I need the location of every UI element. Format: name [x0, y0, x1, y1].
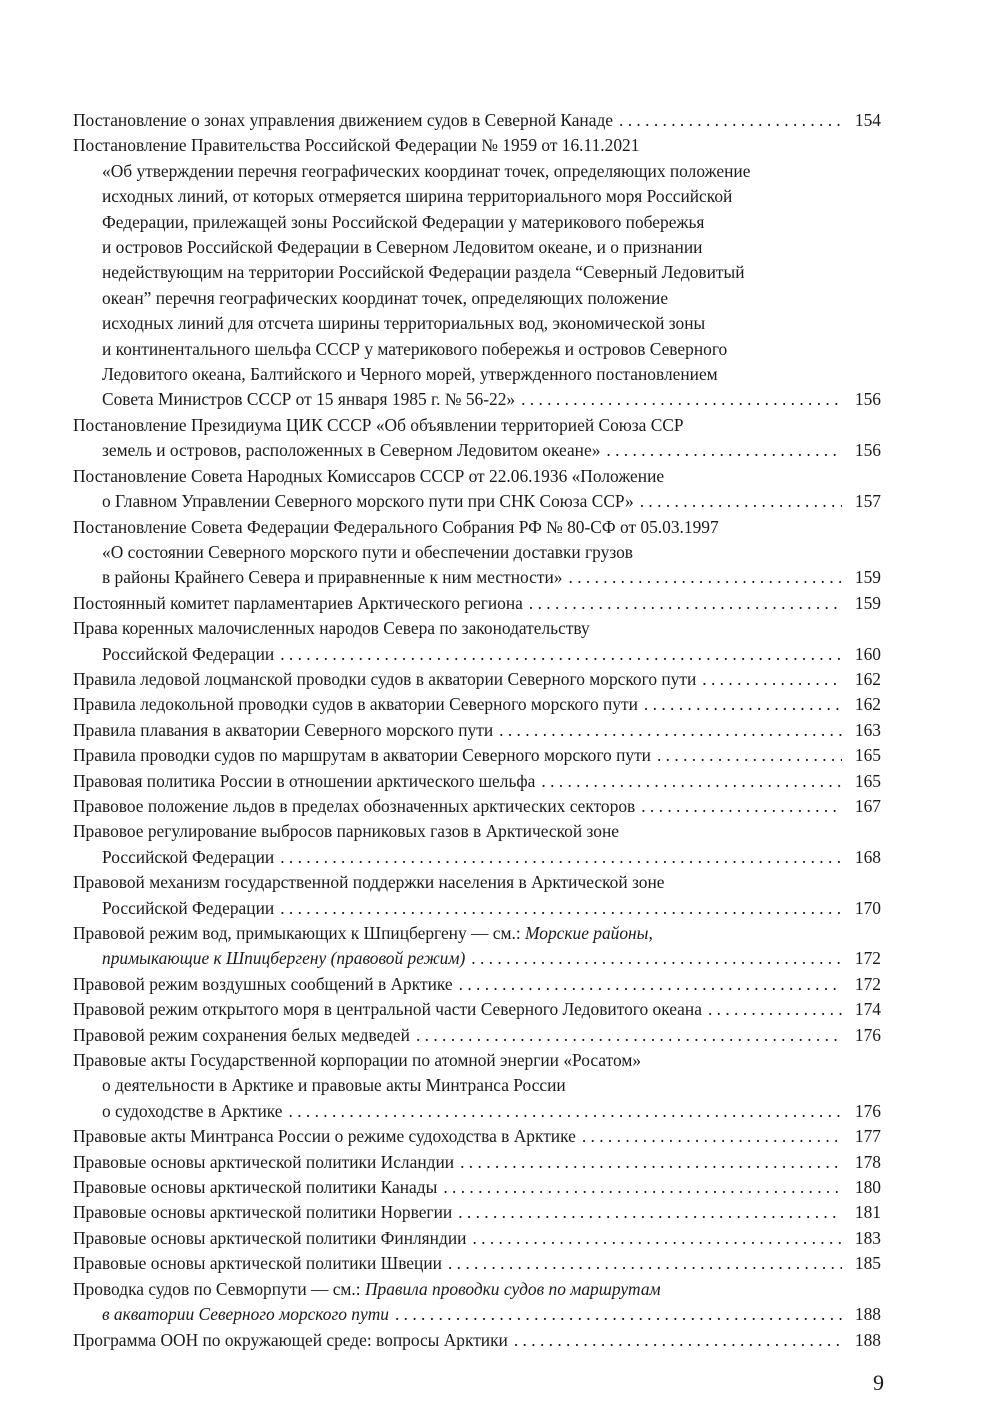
entry-title-cont: Совета Министров СССР от 15 января 1985 г. № 56-22»: [102, 389, 516, 410]
see-reference: Правила проводки судов по маршрутам: [364, 1278, 661, 1299]
entry-title: Правовое положение льдов в пределах обозначенных арктических секторов: [73, 795, 636, 816]
toc-entry: [73, 997, 881, 1022]
toc-entry: [73, 1124, 881, 1149]
entry-title: Постоянный комитет парламентариев Арктического региона: [73, 592, 523, 613]
see-reference-cont: в акватории Северного морского пути: [102, 1304, 389, 1325]
dot-leader: [619, 108, 842, 133]
dot-leader: [448, 1251, 842, 1276]
entry-page: 156: [854, 440, 881, 461]
toc-entry: [73, 108, 881, 133]
entry-title-cont: о деятельности в Арктике и правовые акты Минтранса России: [102, 1075, 566, 1096]
entry-page: 165: [854, 745, 881, 766]
entry-title-cont: и островов Российской Федерации в Северном Ледовитом океане, и о признании: [102, 237, 703, 258]
entry-page: 185: [854, 1253, 881, 1274]
entry-title-cont: о Главном Управлении Северного морского пути при СНК Союза ССР»: [102, 491, 634, 512]
entry-title: Правовые акты Минтранса России о режиме судоходства в Арктике: [73, 1126, 576, 1147]
toc-entry: [73, 1150, 881, 1175]
dot-leader: [640, 489, 842, 514]
dot-leader: [582, 1124, 842, 1149]
entry-title-cont: в районы Крайнего Севера и приравненные к ним местности»: [102, 567, 563, 588]
toc-entry: [73, 1328, 881, 1353]
entry-title: Правила ледокольной проводки судов в акватории Северного морского пути: [73, 694, 638, 715]
table-of-contents: [73, 108, 881, 1353]
entry-title: Правила проводки судов по маршрутам в акватории Северного морского пути: [73, 745, 651, 766]
toc-entry: [73, 515, 881, 591]
entry-page: 170: [854, 897, 881, 918]
toc-entry: [73, 667, 881, 692]
entry-title-cont: Российской Федерации: [102, 643, 275, 664]
dot-leader: [644, 692, 842, 717]
dot-leader: [280, 896, 842, 921]
entry-page: 160: [854, 643, 881, 664]
dot-leader: [499, 718, 842, 743]
entry-title-cont: Российской Федерации: [102, 846, 275, 867]
entry-title: Постановление Совета Федерации Федерального Собрания РФ № 80-СФ от 05.03.1997: [73, 516, 719, 537]
dot-leader: [521, 387, 842, 412]
toc-entry: [73, 133, 881, 412]
toc-entry: [73, 794, 881, 819]
entry-title-cont: исходных линий для отсчета ширины территориальных вод, экономической зоны: [102, 313, 706, 334]
entry-page: 159: [854, 592, 881, 613]
entry-title: Правовые основы арктической политики Швеции: [73, 1253, 442, 1274]
toc-entry: [73, 591, 881, 616]
entry-title-cont: океан” перечня географических координат точек, определяющих положение: [102, 287, 669, 308]
entry-page: 157: [854, 491, 881, 512]
entry-page: 159: [854, 567, 881, 588]
toc-entry: [73, 1226, 881, 1251]
toc-entry: [73, 743, 881, 768]
dot-leader: [416, 1023, 842, 1048]
entry-title: Правовые основы арктической политики Финляндии: [73, 1227, 467, 1248]
entry-title: Правовой механизм государственной поддержки населения в Арктической зоне: [73, 872, 665, 893]
entry-title: Правовой режим вод, примыкающих к Шпицбергену — см.:: [73, 923, 526, 943]
toc-entry: [73, 1048, 881, 1124]
entry-title: Права коренных малочисленных народов Севера по законодательству: [73, 618, 590, 639]
toc-entry: [73, 464, 881, 515]
entry-title-cont: и континентального шельфа СССР у материкового побережья и островов Северного: [102, 338, 728, 359]
toc-entry: [73, 819, 881, 870]
entry-page: 188: [854, 1329, 881, 1350]
entry-title: Правовое регулирование выбросов парниковых газов в Арктической зоне: [73, 821, 619, 842]
entry-title: Проводка судов по Севморпути — см.:: [73, 1278, 365, 1299]
entry-page: 183: [854, 1227, 881, 1248]
entry-page: 176: [854, 1024, 881, 1045]
toc-entry: [73, 718, 881, 743]
entry-title: Постановление Президиума ЦИК СССР «Об объявлении территорией Союза ССР: [73, 414, 684, 435]
toc-entry: [73, 921, 881, 972]
entry-page: 172: [854, 948, 881, 969]
toc-entry: [73, 1023, 881, 1048]
entry-page: 167: [854, 795, 881, 816]
dot-leader: [641, 794, 842, 819]
see-reference: Морские районы,: [525, 923, 653, 943]
dot-leader: [472, 1226, 842, 1251]
toc-entry: [73, 1277, 881, 1328]
toc-entry: [73, 870, 881, 921]
dot-leader: [471, 946, 842, 971]
dot-leader: [529, 591, 842, 616]
entry-title: Правовые акты Государственной корпорации по атомной энергии «Росатом»: [73, 1050, 642, 1071]
entry-title: Постановление о зонах управления движением судов в Северной Канаде: [73, 110, 614, 130]
toc-entry: [73, 692, 881, 717]
entry-title: Правовая политика России в отношении арктического шельфа: [73, 770, 536, 791]
entry-page: 162: [854, 668, 881, 689]
toc-entry: [73, 1251, 881, 1276]
entry-title: Постановление Совета Народных Комиссаров СССР от 22.06.1936 «Положение: [73, 465, 665, 486]
entry-title-cont: исходных линий, от которых отмеряется ширина территориального моря Российской: [102, 186, 733, 207]
dot-leader: [460, 1150, 842, 1175]
page-number: 9: [873, 1370, 884, 1395]
entry-title: Правила плавания в акватории Северного морского пути: [73, 719, 494, 740]
entry-page: 163: [854, 719, 881, 740]
dot-leader: [280, 845, 842, 870]
toc-entry: [73, 616, 881, 667]
entry-title: Программа ООН по окружающей среде: вопросы Арктики: [73, 1329, 508, 1350]
entry-page: 172: [854, 973, 881, 994]
entry-title-cont: Федерации, прилежащей зоны Российской Федерации у материкового побережья: [102, 211, 705, 232]
entry-title-cont: Ледовитого океана, Балтийского и Черного морей, утвержденного постановлением: [102, 364, 718, 385]
dot-leader: [459, 972, 842, 997]
dot-leader: [280, 642, 842, 667]
entry-title-cont: о судоходстве в Арктике: [102, 1100, 283, 1121]
entry-page: 165: [854, 770, 881, 791]
toc-entry: [73, 769, 881, 794]
dot-leader: [657, 743, 842, 768]
dot-leader: [708, 997, 842, 1022]
entry-title-cont: недействующим на территории Российской Федерации раздела “Северный Ледовитый: [102, 262, 745, 283]
entry-page: 168: [854, 846, 881, 867]
dot-leader: [514, 1328, 842, 1353]
entry-page: 178: [854, 1151, 881, 1172]
toc-entry: [73, 1200, 881, 1225]
entry-title: Правовой режим открытого моря в центральной части Северного Ледовитого океана: [73, 999, 702, 1020]
entry-page: 154: [854, 110, 881, 130]
entry-title: Правовые основы арктической политики Норвегии: [73, 1202, 453, 1223]
entry-title: Правовой режим сохранения белых медведей: [73, 1024, 410, 1045]
entry-title: Правила ледовой лоцманской проводки судов в акватории Северного морского пути: [73, 668, 697, 689]
dot-leader: [458, 1200, 842, 1225]
dot-leader: [395, 1302, 842, 1327]
entry-page: 181: [854, 1202, 881, 1223]
entry-title-cont: Российской Федерации: [102, 897, 275, 918]
entry-title: Правовые основы арктической политики Канады: [73, 1177, 438, 1198]
dot-leader: [541, 769, 842, 794]
entry-title-cont: земель и островов, расположенных в Северном Ледовитом океане»: [102, 440, 601, 461]
dot-leader: [443, 1175, 842, 1200]
entry-title: Правовой режим воздушных сообщений в Арктике: [73, 973, 453, 994]
dot-leader: [606, 438, 842, 463]
dot-leader: [569, 565, 843, 590]
dot-leader: [289, 1099, 843, 1124]
dot-leader: [702, 667, 842, 692]
see-reference-cont: примыкающие к Шпицбергену (правовой режим): [102, 948, 466, 969]
entry-page: 156: [854, 389, 881, 410]
toc-entry: [73, 413, 881, 464]
entry-page: 162: [854, 694, 881, 715]
entry-title-cont: «О состоянии Северного морского пути и обеспечении доставки грузов: [102, 541, 634, 562]
entry-page: 180: [854, 1177, 881, 1198]
entry-page: 174: [854, 999, 881, 1020]
toc-entry: [73, 1175, 881, 1200]
entry-page: 177: [854, 1126, 881, 1147]
entry-title: Правовые основы арктической политики Исландии: [73, 1151, 455, 1172]
entry-title-cont: «Об утверждении перечня географических координат точек, определяющих положение: [102, 160, 751, 181]
entry-page: 188: [854, 1304, 881, 1325]
entry-title: Постановление Правительства Российской Федерации № 1959 от 16.11.2021: [73, 135, 640, 156]
toc-entry: [73, 972, 881, 997]
entry-page: 176: [854, 1100, 881, 1121]
